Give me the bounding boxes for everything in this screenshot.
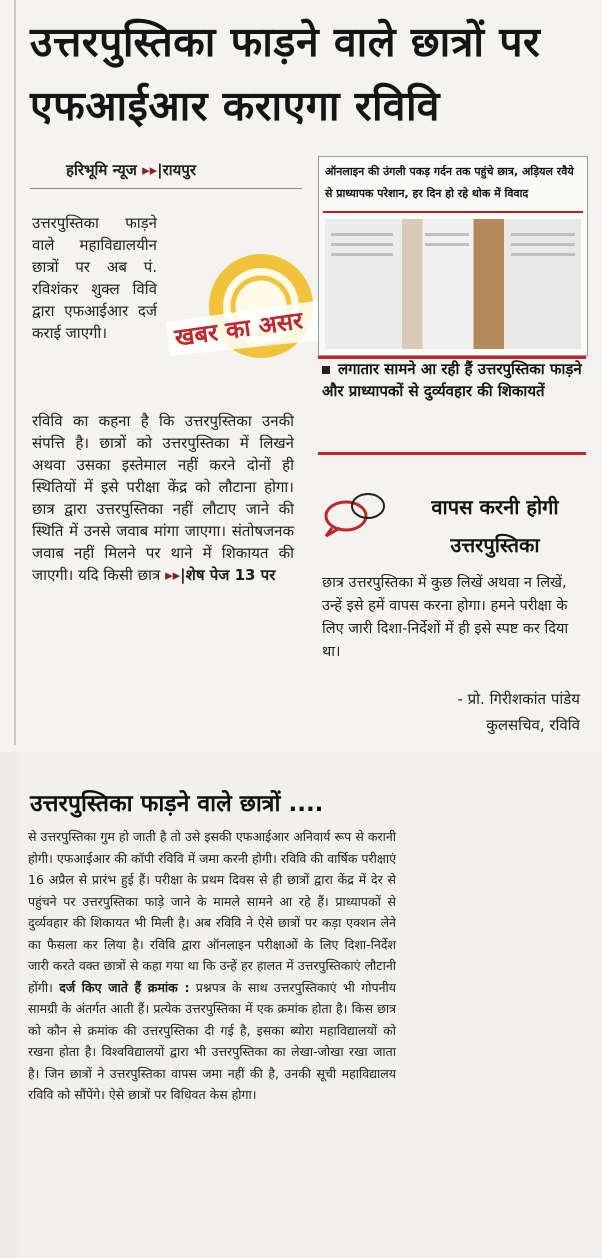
quote-designation: कुलसचिव, रविवि	[486, 716, 580, 734]
khabar-ka-asar-badge	[136, 246, 346, 376]
byline: हरिभूमि न्यूज ▸▸|रायपुर	[66, 161, 197, 179]
byline-source: हरिभूमि न्यूज	[66, 161, 137, 179]
column-divider	[14, 0, 16, 745]
jump-text: शेष पेज 13 पर	[185, 566, 276, 584]
continuation-body	[28, 826, 396, 1106]
main-paragraph	[32, 410, 294, 586]
lead-paragraph: उत्तरपुस्तिका फाड़ने वाले महाविद्यालयीन छात्रों पर अब पं. रविशंकर शुक्ल विवि द्वारा एफआईआर दर्ज कराई जाएगी।	[32, 214, 157, 342]
highlight-bullet	[322, 358, 584, 402]
quote-signature	[322, 686, 580, 738]
jump-arrow-icon: ▸▸	[165, 566, 181, 584]
continuation-body-1: से उत्तरपुस्तिका गुम हो जाती है तो उसे इसकी एफआईआर अनिवार्य रूप से करानी होगी। एफआईआर की कॉपी रविवि में जमा करनी होगी। रविवि की वार्षिक परीक्षाएं 16 अप्रैल से प्रारंभ हुई हैं। परीक्षा के प्रथम दिवस से ही छात्रों द्वारा केंद्र में देर से पहुंचने पर उत्तरपुस्तिका फाड़े जाने के मामले सामने आ रहे हैं। प्राध्यापकों से दुर्व्यवहार की शिकायत भी मिली है। अब रविवि ने ऐसे छात्रों पर कड़ा एक्शन लेने का फैसला कर लिया है। रविवि द्वारा ऑनलाइन परीक्षाओं के लिए दिशा-निर्देश जारी करते वक्त छात्रों से कहा गया था कि उन्हें हर हालत में उत्तरपुस्तिकाएं लौटानी होंगी।	[28, 829, 396, 995]
highlight-bullet-text: लगातार सामने आ रही हैं उत्तरपुस्तिका फाड़ने और प्राध्यापकों से दुर्व्यवहार की शिकायतें	[322, 360, 582, 400]
continuation-subhead: दर्ज किए जाते हैं क्रमांक :	[59, 979, 190, 995]
badge-text: खबर का असर	[172, 306, 305, 352]
byline-rule	[30, 188, 302, 189]
bullet-square-icon	[322, 366, 330, 374]
quote-body: छात्र उत्तरपुस्तिका में कुछ लिखें अथवा न लिखें, उन्हें इसे हमें वापस करना होगा। हमने परीक्षा के लिए जारी दिशा-निर्देशों में ही इसे स्पष्ट कर दिया था।	[322, 575, 569, 660]
speech-bubble-icon	[322, 488, 392, 538]
continuation-body-2: प्रश्नपत्र के साथ उत्तरपुस्तिकाएं भी गोपनीय सामग्री के अंतर्गत आती हैं। प्रत्येक उत्तरपुस्तिका में एक क्रमांक होता है। किस छात्र को कौन से क्रमांक की उत्तरपुस्तिका दी गई है, इसका ब्योरा महाविद्यालयों को रखना होता है। विश्वविद्यालयों द्वारा भी उत्तरपुस्तिका का लेखा-जोखा रखा जाता है। जिन छात्रों ने उत्तरपुस्तिका वापस जमा नहीं की है, उनकी सूची महाविद्यालय रविवि को सौंपेंगे। ऐसे छात्रों पर विधिवत केस होगा।	[28, 979, 396, 1102]
red-rule-bottom	[318, 452, 586, 455]
quote-name: - प्रो. गिरीशकांत पांडेय	[457, 690, 580, 708]
continuation-clipping	[18, 752, 602, 1258]
quote-heading: वापस करनी होगी उत्तरपुस्तिका	[431, 495, 559, 557]
badge-graphic	[136, 246, 346, 376]
related-clipping	[318, 156, 588, 356]
related-clipping-rule	[323, 211, 583, 213]
related-clipping-title: ऑनलाइन की उंगली पकड़ गर्दन तक पहुंचे छात्र, अड़ियल रवैये से प्राध्यापक परेशान, हर दिन हो रहे थोक में विवाद	[325, 165, 574, 200]
continued-on-page: ▸▸|शेष पेज 13 पर	[165, 566, 276, 584]
related-clipping-image	[325, 219, 581, 349]
continuation-title: उत्तरपुस्तिका फाड़ने वाले छात्रों ....	[30, 791, 324, 817]
byline-arrow-icon: ▸▸	[142, 161, 158, 179]
main-paragraph-text: रविवि का कहना है कि उत्तरपुस्तिका उनकी संपत्ति है। छात्रों को उत्तरपुस्तिका में लिखने अथवा उसका इस्तेमाल नहीं करने दोनों ही स्थितियों में इसे परीक्षा केंद्र को लौटाना होगा। छात्र द्वारा उत्तरपुस्तिका नहीं लौटाए जाने की स्थिति में उनसे जवाब मांगा जाएगा। संतोषजनक जवाब नहीं मिलने पर थाने में शिकायत की जाएगी। यदि किसी छात्र	[32, 412, 294, 584]
headline: उत्तरपुस्तिका फाड़ने वाले छात्रों पर एफआईआर कराएगा रविवि	[30, 18, 541, 130]
byline-city: रायपुर	[162, 161, 197, 179]
